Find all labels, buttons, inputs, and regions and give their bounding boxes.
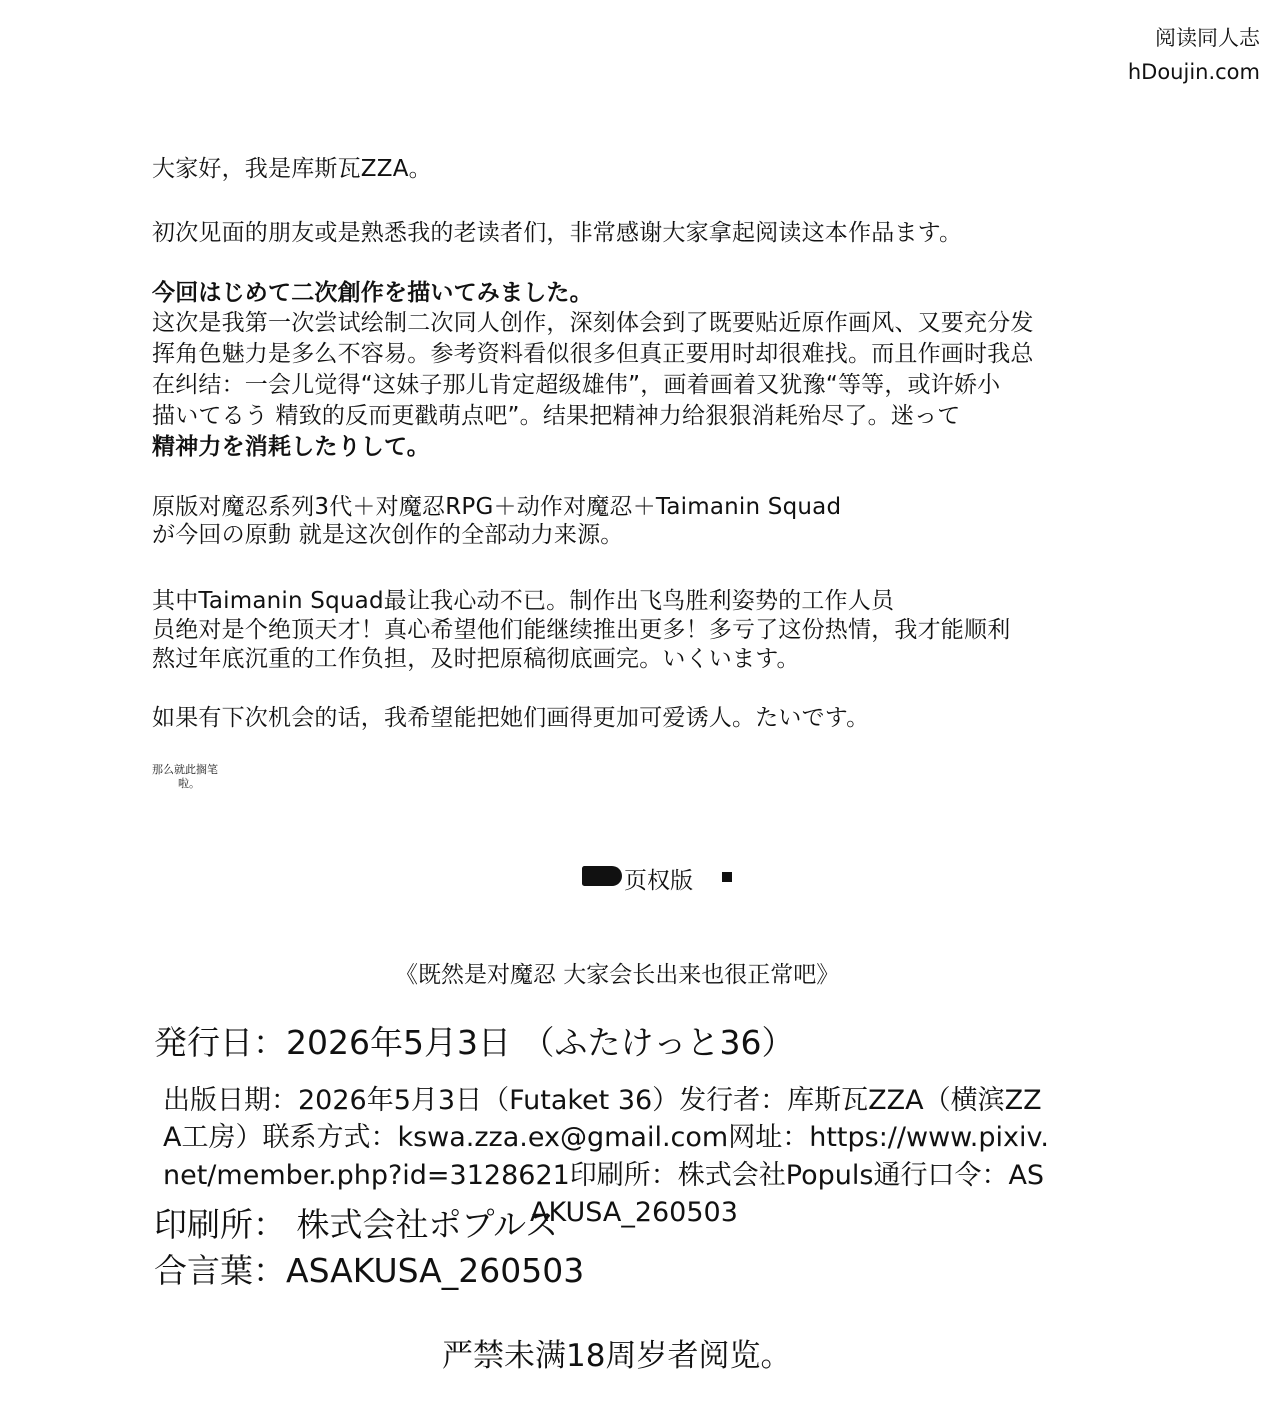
legal-notice: 严禁未满18周岁者阅览。	[442, 1338, 792, 1374]
afterword-jp-intro: 今回はじめて二次創作を描いてみました。	[152, 280, 593, 306]
redaction-mark	[582, 866, 622, 886]
watermark-line-2: hDoujin.com	[1127, 60, 1260, 84]
issue-date-jp: 発行日：2026年5月3日 （ふたけっと36）	[154, 1023, 795, 1062]
signoff-line: 啦。	[178, 777, 200, 790]
colophon-cn-line: net/member.php?id=3128621印刷所：株式会社Populs通行口令：AS	[163, 1160, 1045, 1191]
afterword-para2-line: 精神力を消耗したりして。	[152, 434, 430, 460]
afterword-para4-line: 熬过年底沉重的工作负担，及时把原稿彻底画完。いくいます。	[152, 646, 800, 672]
colophon-cn-line: 出版日期：2026年5月3日（Futaket 36）发行者：库斯瓦ZZA（横滨ZZ	[163, 1085, 1042, 1116]
colophon-cn-line: A工房）联系方式：kswa.zza.ex@gmail.com网址：https://www.pixiv.	[163, 1122, 1049, 1153]
signoff-line: 那么就此搁笔	[152, 763, 218, 776]
afterword-para4-line: 员绝对是个绝顶天才！真心希望他们能继续推出更多！多亏了这份热情，我才能顺利	[152, 617, 1011, 643]
afterword-para2-line: 描いてるう 精致的反而更戳萌点吧”。结果把精神力给狠狠消耗殆尽了。迷って	[152, 403, 961, 429]
colophon-cn-line: AKUSA_260503	[530, 1197, 738, 1228]
afterword-para4-line: 其中Taimanin Squad最让我心动不已。制作出飞鸟胜利姿势的工作人员	[152, 588, 895, 614]
afterword-para2-line: 在纠结：一会儿觉得“这妹子那儿肯定超级雄伟”，画着画着又犹豫“等等，或许娇小	[152, 372, 1001, 398]
afterword-closing: 如果有下次机会的话，我希望能把她们画得更加可爱诱人。たいです。	[152, 705, 870, 731]
afterword-thanks: 初次见面的朋友或是熟悉我的老读者们，非常感谢大家拿起阅读这本作品ます。	[152, 220, 963, 246]
book-title: 《既然是对魔忍 大家会长出来也很正常吧》	[395, 962, 840, 988]
square-mark	[722, 872, 732, 882]
printer-jp: 印刷所： 株式会社ポプルス	[154, 1205, 559, 1244]
afterword-para2-line: 挥角色魅力是多么不容易。参考资料看似很多但真正要用时却很难找。而且作画时我总	[152, 341, 1034, 367]
watermark-line-1: 阅读同人志	[1155, 26, 1260, 50]
afterword-greeting: 大家好，我是库斯瓦ZZA。	[152, 156, 432, 182]
afterword-para3-line: が今回の原動 就是这次创作的全部动力来源。	[152, 522, 624, 548]
password-jp: 合言葉：ASAKUSA_260503	[154, 1251, 585, 1290]
afterword-para3-line: 原版对魔忍系列3代＋对魔忍RPG＋动作对魔忍＋Taimanin Squad	[152, 494, 842, 520]
colophon-marker-label: 页权版	[624, 868, 693, 894]
afterword-para2-line: 这次是我第一次尝试绘制二次同人创作，深刻体会到了既要贴近原作画风、又要充分发	[152, 310, 1034, 336]
